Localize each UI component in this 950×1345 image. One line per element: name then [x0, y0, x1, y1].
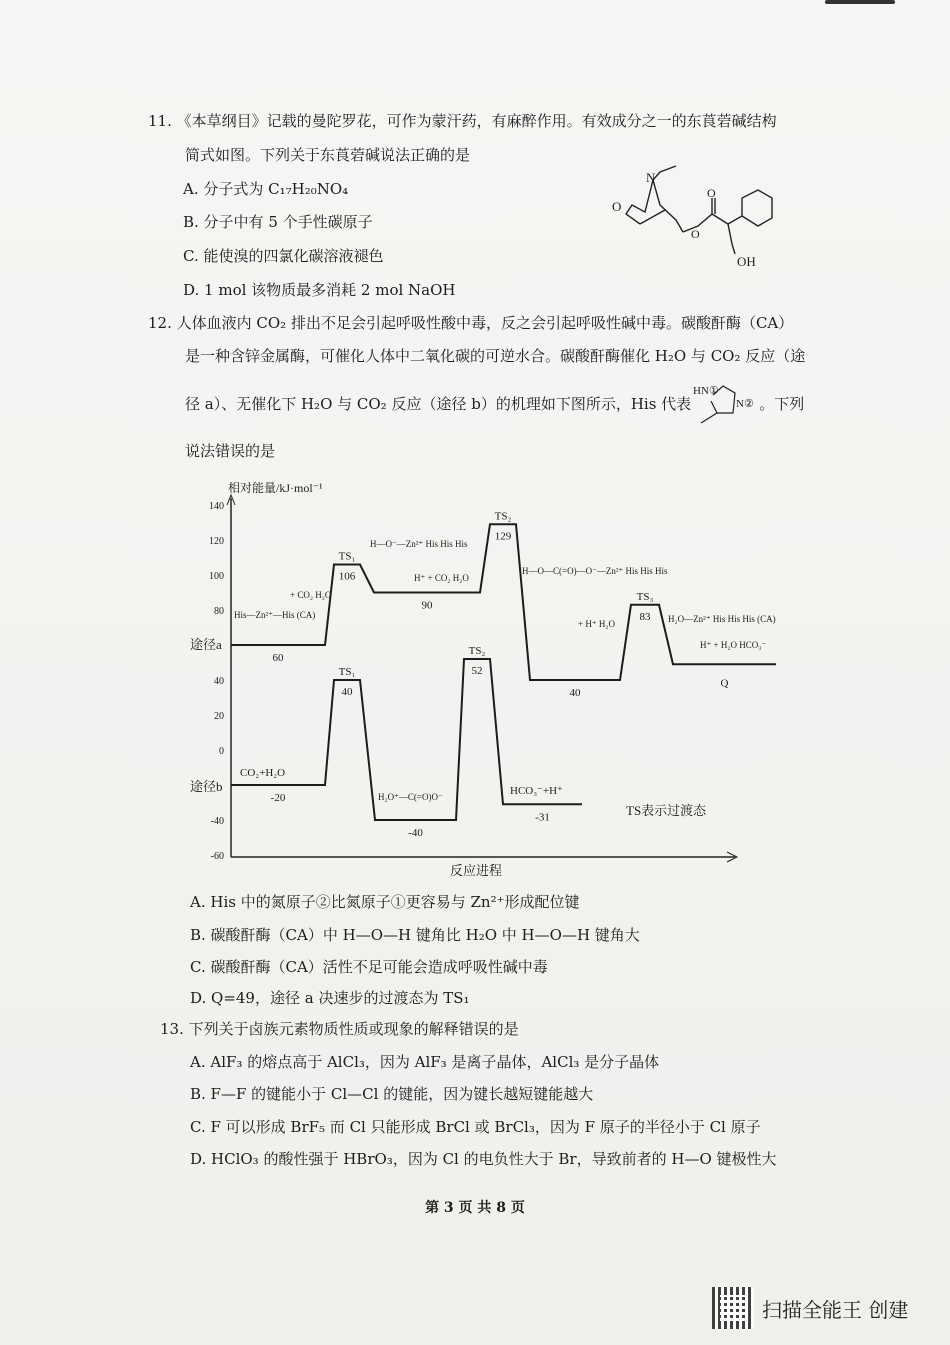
- y-tick-label: -60: [210, 851, 224, 862]
- q13-stem: 13. 下列关于卤族元素物质性质或现象的解释错误的是: [160, 1020, 519, 1038]
- his-n1: HN①: [693, 385, 719, 397]
- page-number: 第 3 页 共 8 页: [425, 1200, 525, 1216]
- energy-value-label: -40: [408, 827, 423, 839]
- species-a-ca-final: H₂O—Zn²⁺ His His His (CA): [668, 614, 776, 624]
- species-b-products: HCO₃⁻+H⁺: [510, 785, 563, 797]
- q12-option-d: D. Q=49，途径 a 决速步的过渡态为 TS₁: [190, 989, 470, 1007]
- energy-value-label: Q: [720, 677, 729, 690]
- x-axis-label: 反应进程: [450, 863, 503, 878]
- y-tick-label: -40: [210, 816, 224, 827]
- species-a-co2-2: H⁺ + CO₂ H₂O: [414, 573, 469, 583]
- species-b-intermediate: H₂O⁺—C(=O)O⁻: [378, 792, 443, 802]
- q11-option-c: C. 能使溴的四氯化碳溶液褪色: [183, 247, 384, 265]
- transition-state-label: TS₁: [338, 666, 356, 678]
- q12-option-b: B. 碳酸酐酶（CA）中 H—O—H 键角比 H₂O 中 H—O—H 键角大: [190, 926, 640, 944]
- q12-option-a: A. His 中的氮原子②比氮原子①更容易与 Zn²⁺形成配位键: [190, 893, 580, 911]
- q12-stem-4: 说法错误的是: [185, 442, 276, 460]
- q12-stem-3: 径 a）、无催化下 H₂O 与 CO₂ 反应（途径 b）的机理如下图所示，His 代表: [185, 395, 692, 413]
- y-tick-label: 40: [214, 676, 224, 687]
- energy-value-label: 83: [639, 610, 651, 623]
- transition-state-label: TS₂: [468, 645, 486, 657]
- struct-o-ester: O: [691, 227, 700, 241]
- struct-oh: OH: [737, 254, 756, 269]
- q11-option-d: D. 1 mol 该物质最多消耗 2 mol NaOH: [183, 281, 456, 299]
- qr-code-icon: [712, 1287, 754, 1329]
- q12-stem: 12. 人体血液内 CO₂ 排出不足会引起呼吸性酸中毒，反之会引起呼吸性碱中毒。碳酸酐酶（CA）: [148, 314, 794, 332]
- y-tick-label: 80: [214, 606, 224, 617]
- q13-option-b: B. F—F 的键能小于 Cl—Cl 的键能，因为键长越短键能越大: [190, 1085, 594, 1103]
- scanner-watermark: [712, 1287, 908, 1329]
- y-tick-label: 0: [219, 746, 224, 757]
- path-a-energy-line: [231, 524, 776, 680]
- q13-option-a: A. AlF₃ 的熔点高于 AlCl₃，因为 AlF₃ 是离子晶体，AlCl₃ 是分子晶体: [190, 1053, 660, 1071]
- transition-state-label: TS₂: [494, 510, 512, 523]
- species-a-co2: + CO₂ H₂O: [290, 590, 332, 600]
- q11-stem-cont: 简式如图。下列关于东莨菪碱说法正确的是: [185, 146, 471, 164]
- species-a-hco3: H⁺ + H₂O HCO₃⁻: [700, 640, 767, 650]
- q12-stem-3-end: 。下列: [759, 395, 805, 413]
- path-b-label: 途径b: [190, 779, 223, 794]
- y-tick-label: 100: [209, 571, 224, 582]
- y-tick-label: 20: [214, 711, 224, 722]
- species-a-h2o: + H⁺ H₂O: [578, 619, 615, 629]
- species-a-ca: His—Zn²⁺—His (CA): [234, 610, 316, 620]
- q11-stem: 11. 《本草纲目》记载的曼陀罗花，可作为蒙汗药，有麻醉作用。有效成分之一的东莨菪碱结构: [148, 112, 777, 130]
- q12-option-c: C. 碳酸酐酶（CA）活性不足可能会造成呼吸性碱中毒: [190, 958, 548, 976]
- y-tick-label: 120: [209, 536, 224, 547]
- y-axis-label: 相对能量/kJ·mol⁻¹: [228, 481, 323, 495]
- q13-option-d: D. HClO₃ 的酸性强于 HBrO₃，因为 Cl 的电负性大于 Br，导致前者的 H—O 键极性大: [190, 1150, 777, 1168]
- path-a-label: 途径a: [190, 637, 222, 652]
- energy-value-label: -31: [535, 811, 550, 824]
- q11-option-a: A. 分子式为 C₁₇H₂₀NO₄: [183, 180, 349, 198]
- transition-state-label: TS₁: [338, 550, 356, 563]
- species-a-zn-oh: H—O⁻—Zn²⁺ His His His: [370, 539, 468, 549]
- energy-value-label: -20: [270, 792, 286, 804]
- species-a-zn-hco3: H—O—C(=O)—O⁻—Zn²⁺ His His His: [522, 566, 668, 576]
- q11-option-b: B. 分子中有 5 个手性碳原子: [183, 213, 373, 231]
- energy-value-label: 60: [272, 652, 284, 664]
- energy-value-label: 106: [338, 570, 356, 583]
- his-n2: N②: [736, 398, 754, 410]
- y-tick-label: 140: [209, 501, 224, 512]
- species-b-reactants: CO₂+H₂O: [240, 767, 286, 779]
- struct-n: N: [646, 170, 656, 185]
- q13-option-c: C. F 可以形成 BrF₅ 而 Cl 只能形成 BrCl 或 BrCl₃，因为 F 原子的半径小于 Cl 原子: [190, 1118, 761, 1136]
- struct-o-carbonyl: O: [707, 186, 716, 200]
- energy-value-label: 129: [494, 530, 512, 543]
- watermark-text: 扫描全能王 创建: [762, 1297, 909, 1322]
- transition-state-label: TS₃: [636, 590, 654, 603]
- q12-stem-2: 是一种含锌金属酶，可催化人体中二氧化碳的可逆水合。碳酸酐酶催化 H₂O 与 CO₂ 反应（途: [185, 347, 806, 365]
- ts-note: TS表示过渡态: [626, 803, 707, 818]
- energy-value-label: 52: [471, 665, 483, 677]
- energy-value-label: 90: [421, 599, 433, 612]
- struct-o-epoxide: O: [612, 199, 622, 214]
- energy-value-label: 40: [341, 686, 353, 698]
- energy-value-label: 40: [569, 687, 581, 699]
